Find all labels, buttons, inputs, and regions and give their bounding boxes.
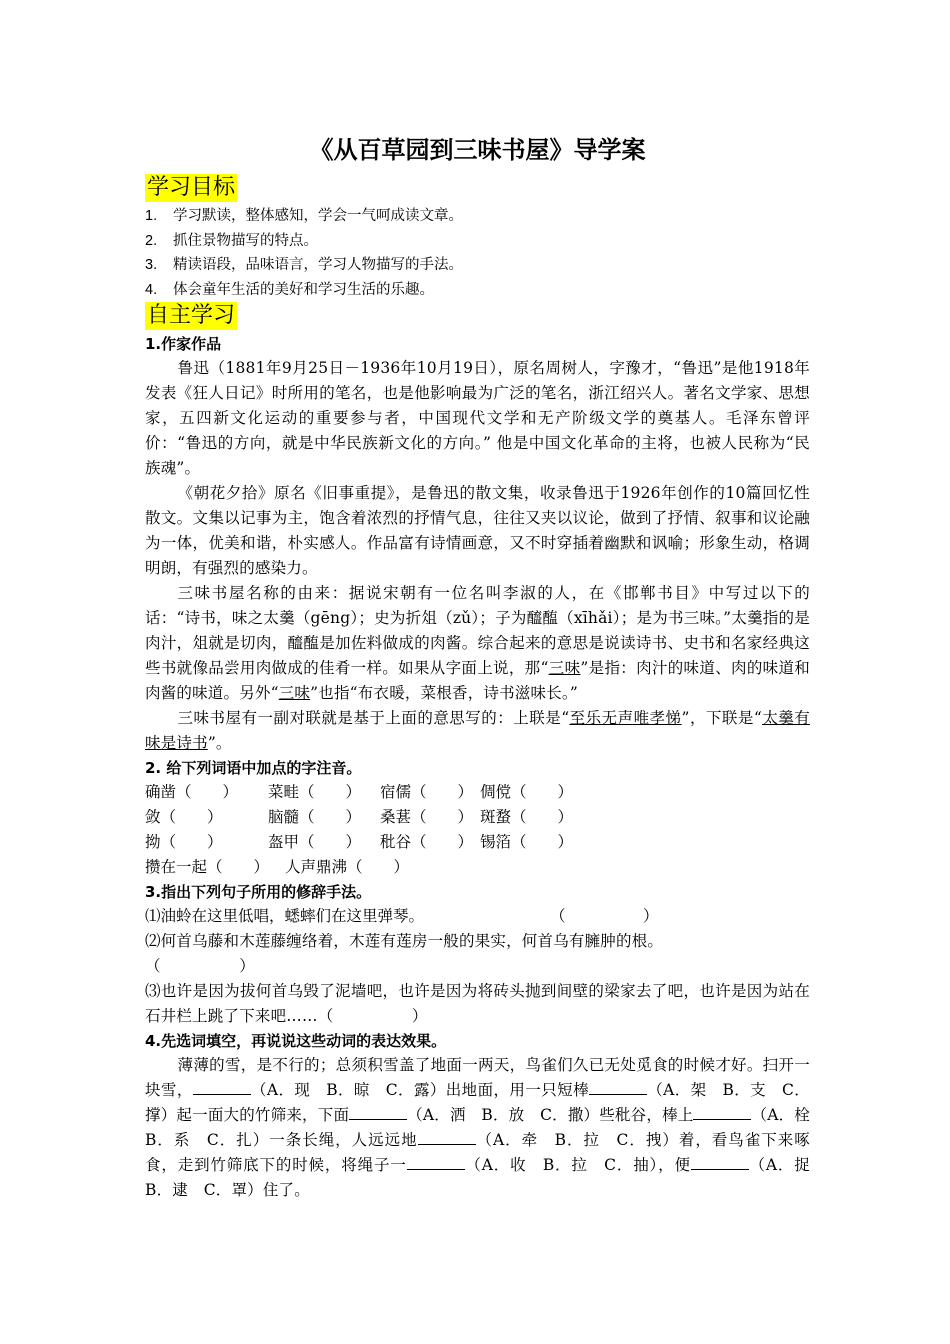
rhetoric-sentence: ⑴油蛉在这里低唱，蟋蟀们在这里弹琴。 （ ） xyxy=(145,907,659,925)
rhetoric-answer: （ ） xyxy=(145,957,255,975)
answer-blank[interactable] xyxy=(691,1153,749,1170)
answer-blank[interactable] xyxy=(418,1128,476,1145)
list-item: 3. 精读语段，品味语言，学习人物描写的手法。 xyxy=(145,257,463,273)
answer-blank[interactable] xyxy=(589,1078,647,1095)
objectives-list xyxy=(145,204,810,302)
fill-blank-paragraph: 薄薄的雪，是不行的；总须积雪盖了地面一两天，鸟雀们久已无处觅食的时候才好。扫开一块雪， （A．现 B．晾 C．露）出地面，用一只短棒 （A．架 B．支 C．撑）起一面大的竹筛来，下面 （A．洒 B．放 C．撒）些秕谷，棒上 （A．栓 B．系 C．扎）一条长绳，人远远地 （A．牵 B．拉 C．拽）着，看鸟雀下来啄食，走到竹筛底下的时候，将绳子一 （A．收 B．拉 C．抽），便 （A．捉 B．逮 C．罩）住了。 xyxy=(145,1056,826,1199)
list-item: 4. 体会童年生活的美好和学习生活的乐趣。 xyxy=(145,281,434,298)
q1-heading: 1.作家作品 xyxy=(145,335,222,353)
q3-heading: 3.指出下列句子所用的修辞手法。 xyxy=(145,883,372,901)
self-study-heading: 自主学习 xyxy=(147,303,236,328)
answer-blank[interactable] xyxy=(407,1153,465,1170)
pinyin-row: 拗（ ） 盔甲（ ） 秕谷（ ） 锡箔（ ） xyxy=(145,833,574,851)
pinyin-row: 攒在一起（ ） 人声鼎沸（ ） xyxy=(145,858,410,876)
q4-heading: 4.先选词填空，再说说这些动词的表达效果。 xyxy=(145,1032,447,1050)
document-page xyxy=(145,130,826,1203)
pinyin-row: 敛（ ） 脑髓（ ） 桑葚（ ） 斑蝥（ ） xyxy=(145,808,574,826)
page-title: 《从百草园到三味书屋》导学案 xyxy=(309,136,646,164)
answer-blank[interactable] xyxy=(349,1103,407,1120)
list-item: 2. 抓住景物描写的特点。 xyxy=(145,232,318,249)
couplet-paragraph: 三味书屋有一副对联就是基于上面的意思写的：上联是“至乐无声唯孝悌”，下联是“太羹有味是诗书”。 xyxy=(145,709,810,752)
book-paragraph: 《朝花夕拾》原名《旧事重提》，是鲁迅的散文集，收录鲁迅于1926年创作的10篇回忆性散文。文集以记事为主，饱含着浓烈的抒情气息，往往又夹以议论，做到了抒情、叙事和议论融为一体，优美和谐，朴实感人。作品富有诗情画意，又不时穿插着幽默和讽喻；形象生动，格调明朗，有强烈的感染力。 xyxy=(145,484,810,577)
objectives-heading: 学习目标 xyxy=(147,175,236,200)
rhetoric-sentence: ⑵何首乌藤和木莲藤缠络着，木莲有莲房一般的果实，何首乌有臃肿的根。 xyxy=(145,932,664,950)
q2-heading: 2. 给下列词语中加点的字注音。 xyxy=(145,759,362,777)
pinyin-row: 确凿（ ） 菜畦（ ） 宿儒（ ） 倜傥（ ） xyxy=(145,783,574,801)
rhetoric-sentence: ⑶也许是因为拔何首乌毁了泥墙吧，也许是因为将砖头抛到间壁的梁家去了吧，也许是因为站在石井栏上跳了下来吧……（ ） xyxy=(145,982,810,1025)
answer-blank[interactable] xyxy=(693,1103,751,1120)
author-paragraph: 鲁迅（1881年9月25日－1936年10月19日），原名周树人，字豫才，“鲁迅”是他1918年发表《狂人日记》时所用的笔名，也是他影响最为广泛的笔名，浙江绍兴人。著名文学家、思想家，五四新文化运动的重要参与者，中国现代文学和无产阶级文学的奠基人。毛泽东曾评价：“鲁迅的方向，就是中华民族新文化的方向。” 他是中国文化革命的主将，也被人民称为“民族魂”。 xyxy=(145,359,810,477)
list-item: 1. 学习默读，整体感知，学会一气呵成读文章。 xyxy=(145,208,463,224)
answer-blank[interactable] xyxy=(193,1078,251,1095)
name-origin-paragraph: 三味书屋名称的由来：据说宋朝有一位名叫李淑的人，在《邯郸书目》中写过以下的话：“诗书，味之太羹（gēng）；史为折俎（zǔ）；子为醯醢（xīhǎi）；是为书三味。”太羹指的是肉汁，俎就是切肉，醯醢是加佐料做成的肉酱。综合起来的意思是说读诗书、史书和名家经典这些书就像品尝用肉做成的佳肴一样。如果从字面上说，那“三味”是指：肉汁的味道、肉的味道和肉酱的味道。另外“三味”也指“布衣暖，菜根香，诗书滋味长。” xyxy=(145,584,810,702)
